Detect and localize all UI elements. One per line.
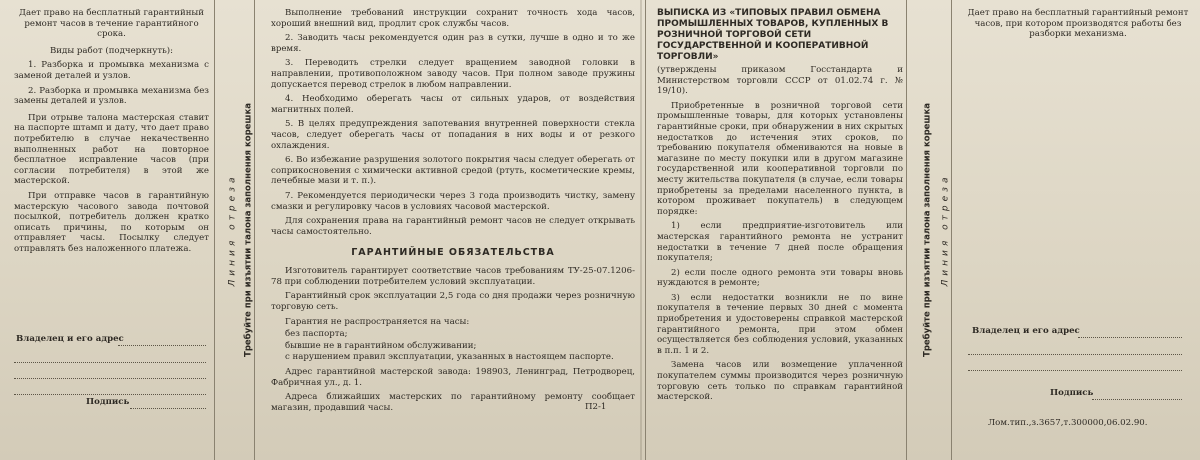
rules-case: 2) если после одного ремонта эти товары вновь нуждаются в ремонте; — [657, 267, 903, 289]
owner-label: Владелец и его адрес — [972, 326, 1080, 336]
address-line — [14, 378, 206, 380]
requirement-wrap — [236, 103, 255, 357]
right-stub — [952, 0, 1200, 460]
instruction-item: Для сохранения права на гарантийный ремонт часов не следует открывать часы самостоятельно. — [271, 216, 635, 237]
address-line — [14, 362, 206, 364]
instructions-panel — [255, 0, 645, 460]
instruction-item: 5. В целях предупреждения запотевания внутренней поверхности стекла часов, следует оберегать часы от попадания в них воды и от резкого охлаждения. — [271, 119, 635, 151]
cut-line-label-wrap — [932, 174, 951, 287]
instruction-item: 3. Переводить стрелки следует вращением заводной головки в направлении, противоположном заводу часов. При полном заводе пружины допускается перевод стрелок в любом направлении. — [271, 58, 635, 90]
signature-line — [130, 408, 206, 410]
coupon-removal-note: При отрыве талона мастерская ставит на паспорте штамп и дату, что дает право потребителю в случае некачественно выполненных работ на повторное бесплатное исправление часов (при согласии потребителя) в этой же мастерской. — [14, 112, 209, 187]
requirement-text: Требуйте при изъятии талона заполнения корешка — [922, 103, 932, 357]
rules-refund: Замена часов или возмещение уплаченной покупателем суммы производится через розничную торговую сеть только по справкам гарантийной мастерской. — [657, 360, 903, 403]
address-line — [968, 354, 1182, 356]
requirement-wrap — [914, 103, 933, 357]
signature-line — [1092, 399, 1182, 401]
work-item: 2. Разборка и промывка механизма без замены деталей и узлов. — [14, 85, 209, 107]
rules-title: ВЫПИСКА ИЗ «ТИПОВЫХ ПРАВИЛ ОБМЕНА ПРОМЫШЛЕННЫХ ТОВАРОВ, КУПЛЕННЫХ В РОЗНИЧНОЙ ТОРГОВОЙ СЕТИ ГОСУДАРСТВЕННОЙ И КООПЕРАТИВНОЙ ТОРГОВЛИ» — [657, 8, 889, 62]
exclusion-item: без паспорта; — [285, 329, 348, 340]
rules-case: 3) если недостатки возникли не по вине покупателя в течение первых 30 дней с момента приобретения и удостоверены справкой мастерской гарантийного ремонта, при этом обмен осуществляется без соблюдения условий, указанных в п.п. 1 и 2. — [657, 292, 903, 356]
rules-body: Приобретенные в розничной торговой сети промышленные товары, для которых установлены гарантийные сроки, при обнаружении в них скрытых недостатков до истечения этих сроков, по требованию покупателя обмениваются на новые в магазине по месту покупки или в другом магазине государственной или кооперативной торговли по месту жительства покупателя (в случае, если товары приобретены за пределами населенного пункта, в котором проживает покупатель) в следующем порядке: — [657, 100, 903, 217]
form-code: П2-1 — [585, 402, 607, 412]
cut-line-strip — [907, 0, 952, 460]
exclusion-item: бывшие не в гарантийном обслуживании; — [285, 340, 477, 351]
mail-note: При отправке часов в гарантийную мастерскую часового завода почтовой посылкой, потребитель должен кратко описать причины, по которым он отправляет часы. Посылку следует отправлять без наложенного платежа. — [14, 190, 209, 254]
work-types-title: Виды работ (подчеркнуть): — [49, 45, 173, 56]
signature-label: Подпись — [1050, 388, 1094, 398]
rules-extract-panel — [645, 0, 907, 460]
instruction-item: 4. Необходимо оберегать часы от сильных ударов, от воздействия магнитных полей. — [271, 94, 635, 115]
stub-intro: Дает право на бесплатный гарантийный ремонт часов, при котором производятся работы без разборки механизма. — [967, 8, 1189, 40]
print-code: Лом.тип.,з.3657,т.300000,06.02.90. — [988, 418, 1148, 428]
fold-line — [640, 0, 642, 460]
owner-label: Владелец и его адрес — [16, 334, 124, 344]
work-item: 1. Разборка и промывка механизма с заменой деталей и узлов. — [14, 60, 209, 81]
guarantee-not-applies: Гарантия не распространяется на часы: — [285, 316, 470, 327]
instruction-item: 2. Заводить часы рекомендуется один раз в сутки, лучше в одно и то же время. — [271, 33, 635, 54]
rules-case: 1) если предприятие-изготовитель или мастерская гарантийного ремонта не устранит недостатки в течение 7 дней после обращения покупателя; — [657, 221, 903, 264]
address-line — [968, 370, 1182, 372]
owner-line — [1078, 337, 1182, 339]
stub-intro: Дает право на бесплатный гарантийный ремонт часов в течение гарантийного срока. — [18, 8, 204, 40]
address-line — [14, 394, 206, 396]
owner-line — [118, 345, 206, 347]
signature-label: Подпись — [86, 397, 130, 407]
cut-line-label: Линия отреза — [227, 173, 238, 287]
requirement-text: Требуйте при изъятии талона заполнения корешка — [243, 103, 254, 357]
nearest-workshops: Адреса ближайших мастерских по гарантийному ремонту сообщает магазин, продавший часы. — [271, 392, 635, 413]
workshop-address: Адрес гарантийной мастерской завода: 198903, Ленинград, Петродворец, Фабричная ул., д. 1. — [271, 367, 635, 388]
cut-line-strip — [215, 0, 255, 460]
cut-line-label: Линия отреза — [940, 173, 950, 287]
left-stub — [0, 0, 215, 460]
instruction-item: Выполнение требований инструкции сохранит точность хода часов, хороший внешний вид, продлит срок службы часов. — [271, 8, 635, 29]
guarantee-text: Изготовитель гарантирует соответствие часов требованиям ТУ-25-07.1206-78 при соблюдении потребителем условий эксплуатации. — [271, 266, 635, 287]
instruction-item: 6. Во избежание разрушения золотого покрытия часы следует оберегать от соприкосновения с химически активной средой (ртуть, косметические кремы, лечебные мази и т. п.). — [271, 155, 635, 187]
exclusion-item: с нарушением правил эксплуатации, указанных в настоящем паспорте. — [285, 352, 614, 363]
guarantee-title: ГАРАНТИЙНЫЕ ОБЯЗАТЕЛЬСТВА — [351, 247, 555, 259]
instruction-item: 7. Рекомендуется периодически через 3 года производить чистку, замену смазки и регулировку часов в условиях часовой мастерской. — [271, 190, 635, 212]
guarantee-period: Гарантийный срок эксплуатации 2,5 года со дня продажи через розничную торговую сеть. — [271, 291, 635, 313]
rules-approval: (утверждены приказом Госстандарта и Министерством торговли СССР от 01.02.74 г. № 19/10). — [657, 65, 903, 97]
